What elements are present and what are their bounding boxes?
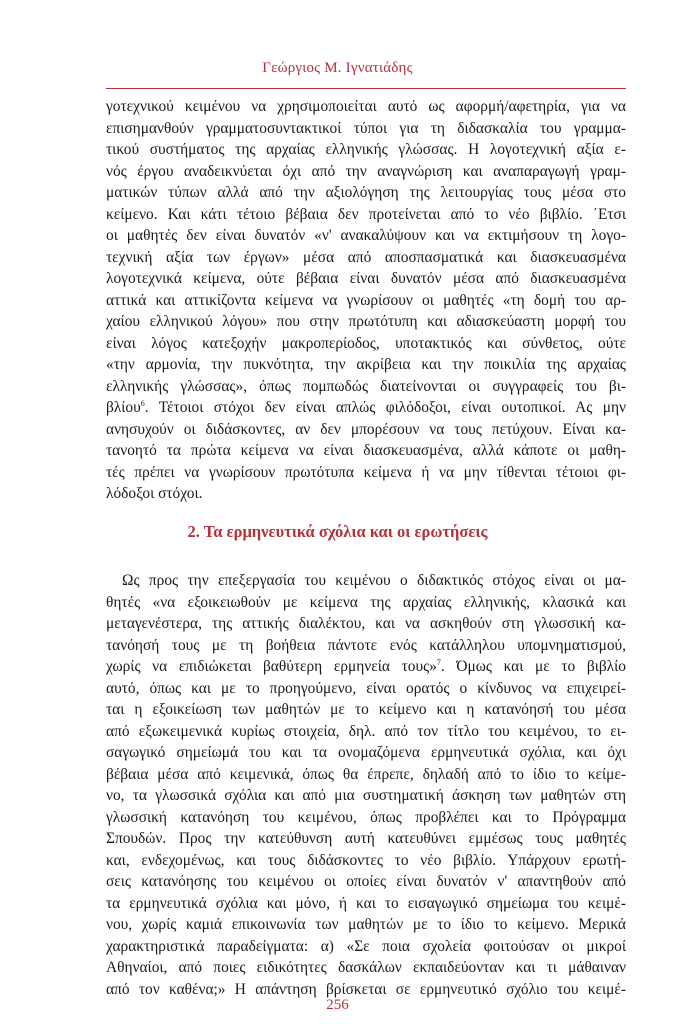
page-number: 256 bbox=[326, 997, 349, 1013]
text-line: νός έργου αναδεικνύεται όχι από την αναγνώριση και αναπαραγωγή γραμ- bbox=[106, 162, 626, 180]
text-line: οι μαθητές δεν είναι δυνατόν «ν' ανακαλύψουν και να εκτιμήσουν τη λογο- bbox=[106, 227, 626, 244]
text-line: Ως προς την επεξεργασία του κειμένου ο διδακτικός στόχος είναι οι μα- bbox=[122, 572, 626, 589]
text-line: γοτεχνικού κειμένου να χρησιμοποιείται αυτό ως αφορμή/αφετηρία, για να bbox=[106, 98, 626, 115]
text-line: μεταγενέστερα, της αττικής διαλέκτου, και να ασκηθούν στη γλωσσική κα- bbox=[106, 615, 626, 632]
text-line-with-footnote bbox=[106, 656, 626, 678]
text-line: κείμενο. Και κάτι τέτοιο βέβαια δεν προτείνεται από το νέο βιβλίο. ΄Ετσι bbox=[106, 205, 626, 223]
text-line: ανησυχούν οι διδάσκοντες, αν δεν μπορέσουν να τους πετύχουν. Είναι κα- bbox=[106, 420, 626, 438]
text-line: τικού συστήματος της αρχαίας ελληνικής γλώσσας. Η λογοτεχνική αξία ε- bbox=[106, 141, 626, 158]
text-line: Σπουδών. Προς την κατεύθυνση αυτή κατευθύνει εμμέσως τους μαθητές bbox=[106, 830, 626, 847]
header-rule bbox=[106, 88, 626, 89]
text-line: γλωσσική κατανόηση του κειμένου, όπως προβλέπει και το Πρόγραμμα bbox=[106, 808, 626, 826]
text-line: βέβαια μέσα από κειμενικά, όπως θα έπρεπε, δηλαδή από το ίδιο το κείμε- bbox=[106, 765, 626, 783]
text-line: αυτό, όπως και με το προηγούμενο, είναι ορατός ο κίνδυνος να επιχειρεί- bbox=[106, 679, 626, 697]
text-line: λογοτεχνικά κείμενα, ούτε βέβαια είναι δυνατόν μέσα από διασκευασμένα bbox=[106, 270, 626, 287]
text-line: είναι λόγος κατεξοχήν μακροπερίοδος, υποτακτικός και σύνθετος, ούτε bbox=[106, 334, 626, 352]
text-fragment: χωρίς να επιδιώκεται βαθύτερη ερμηνεία τους» bbox=[106, 658, 437, 675]
text-line: ελληνικής γλώσσας», όπως πομπωδώς διατείνονται οι συγγραφείς του βι- bbox=[106, 377, 626, 395]
text-fragment: . Τέτοιοι στόχοι δεν είναι απλώς φιλόδοξοι, είναι ουτοπικοί. Ας μην bbox=[144, 399, 626, 416]
running-header: Γεώργιος Μ. Ιγνατιάδης bbox=[262, 60, 413, 76]
text-line: από εξωκειμενικά κυρίως στοιχεία, δηλ. από τον τίτλο του κειμένου, το ει- bbox=[106, 722, 626, 740]
body-paragraph-1 bbox=[106, 96, 626, 505]
text-line: τανόησή τους με τη βοήθεια πάντοτε ενός κατάλληλου υπομνηματισμού, bbox=[106, 636, 626, 654]
text-line: ματικών τύπων αλλά από την αξιολόγηση της λειτουργίας τους μέσα στο bbox=[106, 184, 626, 201]
text-fragment: βλίου bbox=[106, 399, 141, 416]
text-line: «την αρμονία, την πυκνότητα, την ακρίβεια και την ποικιλία της αρχαίας bbox=[106, 356, 626, 373]
text-line: από τον καθένα;» Η απάντηση βρίσκεται σε ερμηνευτικό σχόλιο του κειμέ- bbox=[106, 980, 626, 998]
text-line: Αθηναίοι, από ποιες ειδικότητες δασκάλων εκπαιδεύονταν και τι μάθαιναν bbox=[106, 959, 626, 976]
text-line: τανοητό τα πρώτα κείμενα να είναι διασκευασμένα, αλλά κάποτε οι μαθη- bbox=[106, 442, 626, 459]
body-paragraph-2 bbox=[106, 570, 626, 1000]
text-line: επισημανθούν γραμματοσυντακτικοί τύποι για τη διδασκαλία του γραμμα- bbox=[106, 119, 626, 137]
text-line: ται η εξοικείωση των μαθητών με το κείμενο και η κατανόησή του μέσα bbox=[106, 701, 626, 718]
text-line: λόδοξοι στόχοι. bbox=[106, 485, 203, 502]
text-line: τές πρέπει να γνωρίσουν πρωτότυπα κείμενα ή να μην τίθενται τέτοιοι φι- bbox=[106, 463, 626, 481]
text-line: σαγωγικό σημείωμά του και τα ονομαζόμενα ερμηνευτικά σχόλια, και όχι bbox=[106, 744, 626, 761]
text-line: νο, τα γλωσσικά σχόλια και από μια συστηματική άσκηση των μαθητών στη bbox=[106, 787, 626, 804]
text-line: τεχνική αξία των έργων» μέσα από αποσπασματικά και διασκευασμένα bbox=[106, 248, 626, 266]
text-line-with-footnote bbox=[106, 397, 626, 419]
text-line: αττικά και αττικίζοντα κείμενα να γνωρίσουν οι μαθητές «τη δομή του αρ- bbox=[106, 291, 626, 309]
text-line: χαίου ελληνικού λόγου» που στην πρωτότυπη και αδιασκεύαστη μορφή του bbox=[106, 313, 626, 330]
text-line: θητές «να εξοικειωθούν με κείμενα της αρχαίας ελληνικής, κλασικά και bbox=[106, 593, 626, 611]
text-fragment: . Όμως και με το βιβλίο bbox=[440, 658, 626, 675]
section-heading: 2. Τα ερμηνευτικά σχόλια και οι ερωτήσεις bbox=[187, 522, 488, 541]
text-line: και, ενδεχομένως, και τους διδάσκοντες το νέο βιβλίο. Υπάρχουν ερωτή- bbox=[106, 851, 626, 869]
text-line: σεις κατανόησης του κειμένου οι οποίες είναι δυνατόν ν' απαντηθούν από bbox=[106, 873, 626, 890]
footnote-marker[interactable]: 6 bbox=[140, 399, 145, 408]
text-line: τα ερμηνευτικά σχόλια και μόνο, ή και το εισαγωγικό σημείωμα του κειμέ- bbox=[106, 894, 626, 912]
text-line: χαρακτηριστικά παραδείγματα: α) «Σε ποια σχολεία φοιτούσαν οι μικροί bbox=[106, 937, 626, 955]
text-line: νου, χωρίς καμιά επικοινωνία των μαθητών με το ίδιο το κείμενο. Μερικά bbox=[106, 916, 626, 933]
footnote-marker[interactable]: 7 bbox=[436, 658, 441, 667]
